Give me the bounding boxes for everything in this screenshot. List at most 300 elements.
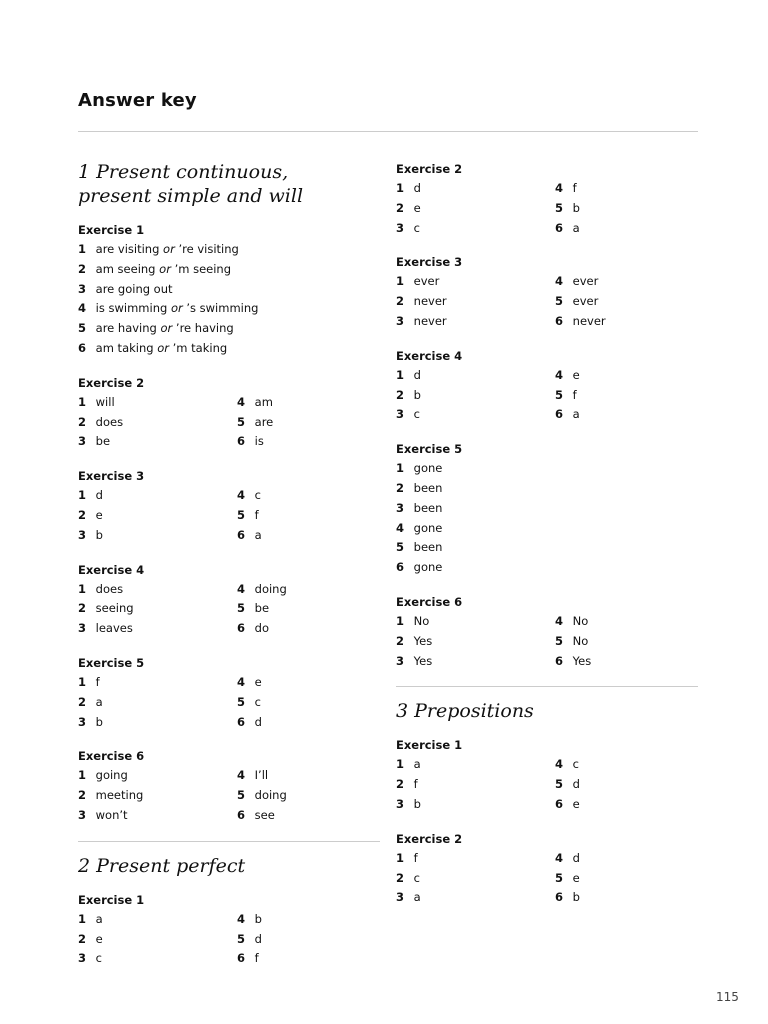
exercise-block: [396, 160, 696, 238]
answer-text: e: [254, 674, 262, 689]
answer-item: [78, 910, 237, 930]
answer-text: d: [413, 367, 421, 382]
answer-number: 5: [237, 788, 246, 803]
answer-item: [396, 386, 555, 406]
answer-text: is swimming: [95, 301, 171, 316]
section-divider: [78, 841, 380, 842]
answer-item: [237, 599, 377, 619]
answer-text: e: [572, 367, 580, 382]
answer-item: [396, 558, 696, 578]
answer-item: [396, 479, 696, 499]
answer-text: f: [413, 777, 418, 792]
answer-number: 3: [78, 807, 87, 822]
answer-number: 2: [396, 387, 405, 402]
answer-item: [396, 755, 555, 775]
answer-text: leaves: [95, 621, 133, 636]
answer-number: 3: [78, 434, 87, 449]
answer-item: [78, 949, 237, 969]
answer-item: [396, 519, 696, 539]
exercise-title: Exercise 2: [396, 831, 463, 846]
answer-text: doing: [254, 788, 287, 803]
answer-number: 2: [78, 788, 87, 803]
alternative-connector: or: [159, 261, 171, 276]
answer-number: 1: [78, 488, 87, 503]
answer-text: see: [254, 807, 275, 822]
right-column: [396, 160, 696, 923]
answer-item: [555, 632, 695, 652]
exercise-title: Exercise 1: [396, 738, 463, 753]
answer-number: 1: [396, 757, 405, 772]
answer-item: [237, 393, 377, 413]
answer-item: [396, 179, 555, 199]
answer-text: Yes: [413, 653, 433, 668]
answer-text: f: [413, 850, 418, 865]
answer-number: 3: [78, 714, 87, 729]
answer-list: [78, 486, 378, 545]
answer-item: [78, 806, 237, 826]
answer-item: [555, 849, 695, 869]
exercise-title: Exercise 5: [78, 655, 145, 670]
answer-item: [237, 526, 377, 546]
answer-item: [237, 949, 377, 969]
exercise-title: Exercise 1: [78, 223, 145, 237]
answer-item: [396, 849, 555, 869]
answer-text: a: [95, 694, 103, 709]
answer-number: 5: [555, 633, 564, 648]
answer-number: 5: [555, 294, 564, 309]
answer-text: e: [572, 796, 580, 811]
answer-text: ’m taking: [168, 340, 228, 355]
answer-number: 1: [396, 850, 405, 865]
answer-text: doing: [254, 581, 287, 596]
answer-number: 4: [78, 301, 87, 316]
answer-item: [396, 219, 555, 239]
exercise-block: [396, 830, 696, 908]
answer-number: 1: [396, 367, 405, 382]
answer-item: [78, 393, 237, 413]
answer-list: [396, 459, 696, 578]
exercise-block: [396, 440, 696, 578]
answer-number: 6: [237, 527, 246, 542]
answer-text: been: [413, 480, 443, 495]
answer-number: 2: [396, 294, 405, 309]
answer-item: [78, 786, 237, 806]
answer-number: 2: [396, 777, 405, 792]
answer-number: 6: [237, 714, 246, 729]
answer-text: meeting: [95, 788, 144, 803]
answer-number: 4: [237, 488, 246, 503]
answer-number: 6: [237, 951, 246, 966]
answer-list: [78, 766, 378, 825]
answer-item: [555, 775, 695, 795]
answer-number: 3: [396, 500, 405, 515]
answer-text: never: [572, 313, 606, 328]
answer-number: 5: [555, 777, 564, 792]
answer-text: No: [413, 613, 430, 628]
answer-text: are going out: [95, 281, 173, 296]
answer-text: ever: [572, 274, 599, 289]
answer-item: [78, 619, 237, 639]
answer-text: will: [95, 394, 115, 409]
answer-text: seeing: [95, 601, 134, 616]
answer-text: d: [254, 931, 262, 946]
answer-number: 4: [555, 181, 564, 195]
answer-item: [396, 869, 555, 889]
answer-item: [555, 366, 695, 386]
answer-number: 6: [555, 796, 564, 811]
answer-number: 2: [78, 507, 87, 522]
answer-text: ever: [413, 274, 440, 289]
answer-text: b: [413, 796, 421, 811]
exercise-block: [396, 593, 696, 671]
exercise-title: Exercise 1: [78, 892, 145, 907]
answer-text: f: [95, 674, 100, 689]
answer-number: 5: [237, 507, 246, 522]
answer-text: b: [95, 527, 103, 542]
answer-text: be: [254, 601, 270, 616]
answer-number: 6: [78, 340, 87, 355]
answer-text: Yes: [413, 633, 433, 648]
answer-number: 5: [78, 321, 87, 336]
answer-text: been: [413, 540, 443, 555]
exercise-title: Exercise 6: [396, 594, 463, 609]
answer-number: 5: [555, 870, 564, 885]
answer-text: c: [413, 220, 420, 235]
answer-number: 1: [78, 242, 87, 256]
exercise-title: Exercise 2: [78, 375, 145, 390]
answer-text: is: [254, 434, 264, 449]
answer-number: 4: [237, 674, 246, 689]
answer-text: d: [254, 714, 262, 729]
section-title: 3 Prepositions: [396, 700, 534, 723]
answer-number: 3: [396, 890, 405, 905]
answer-number: 1: [78, 674, 87, 689]
answer-number: 6: [555, 653, 564, 668]
page-title: Answer key: [78, 90, 197, 111]
exercise-title: Exercise 4: [396, 348, 463, 363]
answer-list: [396, 755, 696, 814]
answer-item: [555, 272, 695, 292]
answer-item: [78, 432, 237, 452]
answer-number: 1: [396, 274, 405, 289]
answer-item: [237, 766, 377, 786]
answer-item: [237, 693, 377, 713]
answer-number: 4: [555, 613, 564, 628]
answer-number: 1: [78, 768, 87, 783]
answer-text: c: [254, 488, 261, 503]
answer-text: d: [413, 181, 421, 195]
alternative-connector: or: [160, 321, 173, 336]
answer-number: 1: [396, 613, 405, 628]
answer-item: [237, 786, 377, 806]
answer-item: [555, 612, 695, 632]
answer-number: 4: [237, 581, 246, 596]
answer-item: [78, 413, 237, 433]
exercise-title: Exercise 4: [78, 562, 145, 577]
answer-number: 4: [396, 520, 405, 535]
answer-number: 6: [237, 807, 246, 822]
answer-item: [396, 312, 555, 332]
answer-item: [396, 632, 555, 652]
answer-text: f: [572, 387, 577, 402]
answer-number: 2: [78, 931, 87, 946]
exercise-title: Exercise 6: [78, 749, 145, 764]
answer-number: 5: [237, 601, 246, 616]
answer-item: [555, 386, 695, 406]
answer-text: does: [95, 581, 124, 596]
exercise-block: [78, 891, 378, 969]
answer-text: a: [572, 407, 580, 422]
exercise-title: Exercise 2: [396, 162, 463, 176]
answer-item: [78, 319, 378, 339]
answer-text: are visiting: [95, 242, 164, 256]
exercise-block: [78, 561, 378, 639]
answer-list: [78, 240, 378, 359]
answer-item: [396, 366, 555, 386]
answer-item: [555, 795, 695, 815]
answer-number: 2: [78, 414, 87, 429]
answer-number: 4: [555, 367, 564, 382]
answer-item: [555, 199, 695, 219]
answer-number: 6: [555, 407, 564, 422]
answer-item: [555, 405, 695, 425]
answer-number: 5: [396, 540, 405, 555]
answer-text: I’ll: [254, 768, 269, 783]
answer-text: e: [95, 931, 103, 946]
answer-text: never: [413, 313, 447, 328]
answer-text: No: [572, 633, 589, 648]
answer-item: [555, 755, 695, 775]
answer-item: [237, 806, 377, 826]
answer-item: [78, 599, 237, 619]
answer-text: going: [95, 768, 128, 783]
exercise-block: [78, 654, 378, 732]
answer-list: [396, 849, 696, 908]
answer-text: b: [572, 890, 580, 905]
exercise-block: [78, 467, 378, 545]
answer-item: [555, 652, 695, 672]
answer-text: a: [413, 757, 421, 772]
answer-item: [396, 888, 555, 908]
answer-list: [78, 673, 378, 732]
answer-item: [78, 506, 237, 526]
answer-text: am taking: [95, 340, 158, 355]
answer-list: [78, 580, 378, 639]
answer-list: [396, 272, 696, 331]
answer-number: 1: [78, 581, 87, 596]
answer-item: [237, 930, 377, 950]
answer-number: 6: [396, 560, 405, 575]
alternative-connector: or: [170, 301, 183, 316]
answer-number: 1: [396, 181, 405, 195]
answer-item: [78, 930, 237, 950]
answer-list: [78, 393, 378, 452]
answer-item: [555, 292, 695, 312]
answer-item: [555, 179, 695, 199]
answer-number: 4: [237, 911, 246, 926]
alternative-connector: or: [157, 340, 169, 355]
exercise-title: Exercise 3: [78, 469, 145, 484]
answer-number: 5: [237, 931, 246, 946]
alternative-connector: or: [163, 242, 175, 256]
answer-item: [237, 673, 377, 693]
answer-text: do: [254, 621, 269, 636]
answer-text: f: [254, 507, 259, 522]
answer-item: [78, 486, 237, 506]
answer-item: [78, 526, 237, 546]
exercise-block: [78, 221, 378, 359]
answer-item: [78, 260, 378, 280]
answer-text: d: [95, 488, 103, 503]
answer-item: [78, 280, 378, 300]
answer-number: 2: [396, 200, 405, 215]
answer-text: be: [95, 434, 111, 449]
answer-text: are: [254, 414, 274, 429]
answer-item: [237, 432, 377, 452]
answer-item: [555, 312, 695, 332]
answer-text: No: [572, 613, 589, 628]
answer-item: [78, 580, 237, 600]
answer-text: never: [413, 294, 447, 309]
answer-item: [396, 775, 555, 795]
answer-item: [555, 869, 695, 889]
answer-text: ’m seeing: [170, 261, 232, 276]
answer-item: [555, 219, 695, 239]
answer-item: [78, 339, 378, 359]
answer-item: [237, 486, 377, 506]
answer-text: gone: [413, 560, 443, 575]
answer-list: [396, 179, 696, 238]
answer-number: 6: [555, 220, 564, 235]
section-title: 1 Present continuous, present simple and will: [78, 161, 304, 207]
answer-text: e: [413, 200, 421, 215]
answer-number: 6: [555, 313, 564, 328]
answer-number: 4: [555, 757, 564, 772]
answer-text: am seeing: [95, 261, 160, 276]
answer-item: [78, 693, 237, 713]
answer-text: a: [254, 527, 262, 542]
answer-text: c: [413, 870, 420, 885]
answer-item: [237, 910, 377, 930]
answer-list: [396, 366, 696, 425]
answer-text: b: [572, 200, 580, 215]
answer-text: b: [95, 714, 103, 729]
answer-item: [237, 413, 377, 433]
answer-number: 2: [78, 694, 87, 709]
answer-item: [78, 713, 237, 733]
answer-number: 1: [396, 461, 405, 476]
answer-text: gone: [413, 520, 443, 535]
answer-number: 2: [396, 870, 405, 885]
exercise-block: [396, 736, 696, 814]
answer-number: 5: [237, 694, 246, 709]
answer-text: won’t: [95, 807, 128, 822]
exercise-block: [396, 347, 696, 425]
answer-item: [396, 652, 555, 672]
answer-number: 2: [78, 261, 87, 276]
answer-item: [396, 405, 555, 425]
answer-number: 4: [555, 850, 564, 865]
answer-number: 1: [78, 394, 87, 409]
answer-text: c: [254, 694, 261, 709]
answer-text: are having: [95, 321, 161, 336]
answer-section: [78, 841, 378, 969]
answer-item: [78, 766, 237, 786]
answer-text: c: [95, 951, 102, 966]
answer-item: [396, 499, 696, 519]
answer-number: 3: [396, 407, 405, 422]
answer-item: [396, 292, 555, 312]
section-divider: [396, 686, 698, 687]
answer-text: ever: [572, 294, 599, 309]
answer-number: 3: [396, 220, 405, 235]
answer-item: [237, 506, 377, 526]
answer-number: 5: [555, 200, 564, 215]
answer-text: a: [413, 890, 421, 905]
answer-text: d: [572, 777, 580, 792]
answer-number: 4: [237, 768, 246, 783]
page-number: 115: [716, 990, 739, 1004]
answer-number: 3: [78, 621, 87, 636]
exercise-block: [78, 374, 378, 452]
answer-text: f: [572, 181, 577, 195]
exercise-block: [396, 253, 696, 331]
answer-list: [78, 910, 378, 969]
answer-text: ’re visiting: [174, 242, 239, 256]
left-column: [78, 160, 378, 984]
answer-item: [237, 619, 377, 639]
answer-item: [78, 240, 378, 260]
answer-number: 3: [396, 313, 405, 328]
answer-text: b: [413, 387, 421, 402]
answer-number: 3: [396, 796, 405, 811]
answer-text: does: [95, 414, 124, 429]
answer-text: ’s swimming: [182, 301, 259, 316]
answer-item: [78, 299, 378, 319]
answer-text: Yes: [572, 653, 592, 668]
answer-item: [237, 580, 377, 600]
answer-number: 4: [555, 274, 564, 289]
answer-text: been: [413, 500, 443, 515]
answer-number: 6: [237, 434, 246, 449]
answer-item: [396, 272, 555, 292]
answer-text: a: [95, 911, 103, 926]
answer-text: a: [572, 220, 580, 235]
exercise-block: [78, 747, 378, 825]
answer-number: 1: [78, 911, 87, 926]
answer-item: [396, 612, 555, 632]
answer-number: 2: [78, 601, 87, 616]
answer-text: c: [413, 407, 420, 422]
answer-section: [396, 160, 696, 671]
answer-text: gone: [413, 461, 443, 476]
answer-item: [396, 538, 696, 558]
answer-text: f: [254, 951, 259, 966]
answer-text: ’re having: [172, 321, 234, 336]
answer-item: [555, 888, 695, 908]
answer-text: e: [95, 507, 103, 522]
answer-item: [396, 795, 555, 815]
exercise-title: Exercise 3: [396, 255, 463, 270]
exercise-title: Exercise 5: [396, 442, 463, 457]
answer-section: [396, 686, 696, 908]
answer-text: c: [572, 757, 579, 772]
answer-number: 3: [78, 281, 87, 296]
answer-number: 6: [555, 890, 564, 905]
answer-text: e: [572, 870, 580, 885]
answer-number: 6: [237, 621, 246, 636]
answer-item: [78, 673, 237, 693]
